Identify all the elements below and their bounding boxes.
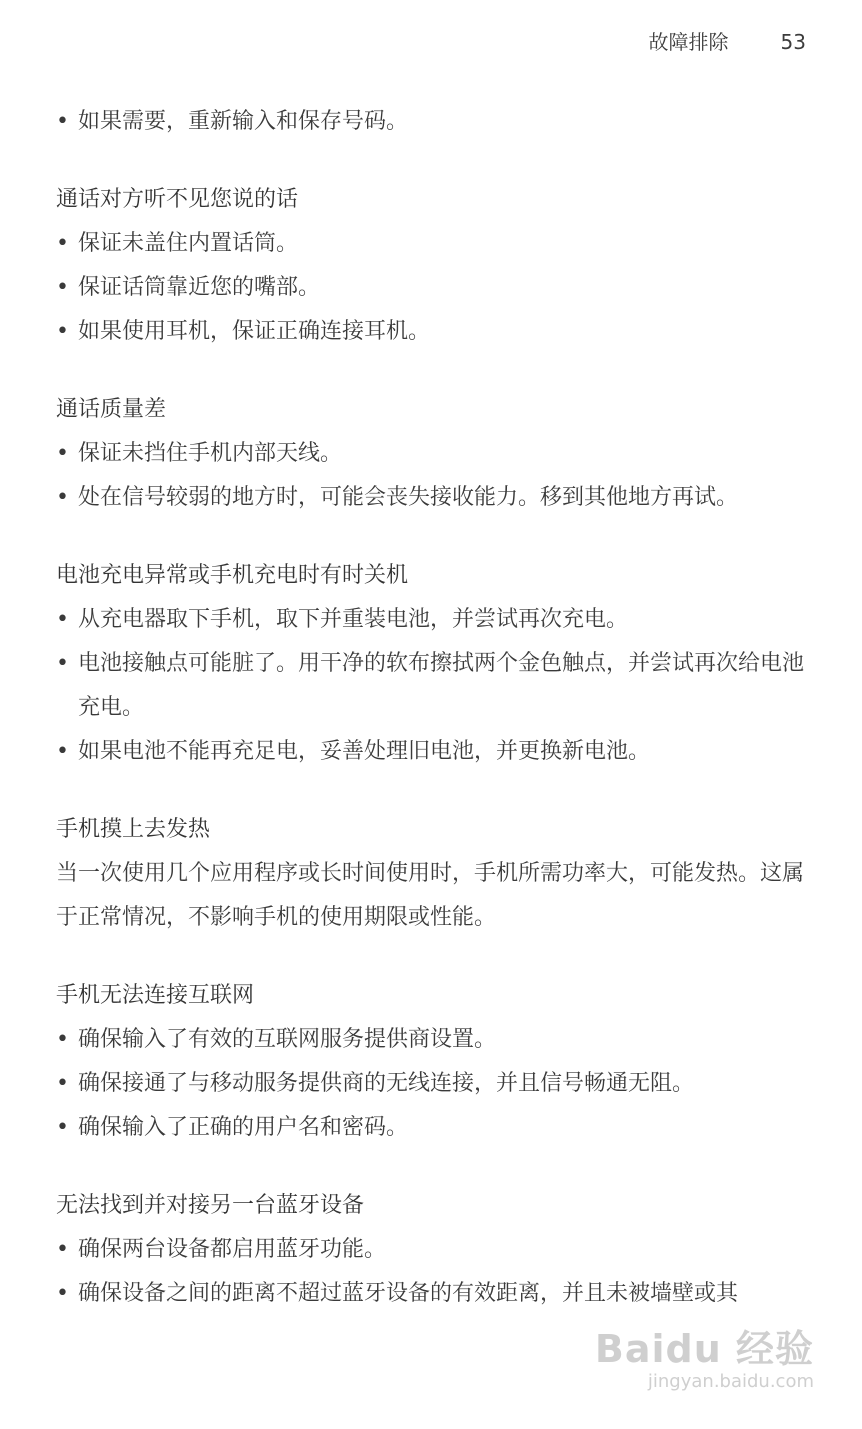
section-heading: 通话质量差 [56,397,167,422]
list-item: • 保证话筒靠近您的嘴部。 [56,266,816,310]
baidu-watermark [595,1327,814,1393]
section-paragraph: 当一次使用几个应用程序或长时间使用时，手机所需功率大，可能发热。这属于正常情况，不影响手机的使用期限或性能。 [56,861,805,930]
list-item: • 从充电器取下手机，取下并重装电池，并尝试再次充电。 [56,598,816,642]
section-heading: 通话对方听不见您说的话 [56,187,299,212]
section-heading: 电池充电异常或手机充电时有时关机 [56,563,409,588]
watermark-logo: Baidu 经验 [594,1327,814,1371]
list-item: • 如果使用耳机，保证正确连接耳机。 [56,310,816,354]
list-item: • 确保两台设备都启用蓝牙功能。 [56,1228,816,1272]
page-header [649,26,806,55]
section-heading: 无法找到并对接另一台蓝牙设备 [56,1193,365,1218]
watermark-url: jingyan.baidu.com [647,1371,814,1392]
list-item: • 如果电池不能再充足电，妥善处理旧电池，并更换新电池。 [56,730,816,774]
list-item: • 电池接触点可能脏了。用干净的软布擦拭两个金色触点，并尝试再次给电池充电。 [56,642,816,730]
section-heading: 手机摸上去发热 [56,817,211,842]
header-section-name: 故障排除 [648,30,729,54]
list-item: • 确保设备之间的距离不超过蓝牙设备的有效距离，并且未被墙壁或其 [56,1272,816,1316]
list-item: • 如果需要，重新输入和保存号码。 [56,100,816,144]
page-number: 53 [780,30,806,54]
list-item: • 确保输入了正确的用户名和密码。 [56,1106,816,1150]
section-heading: 手机无法连接互联网 [56,983,255,1008]
document-body [56,100,816,1316]
list-item: • 确保输入了有效的互联网服务提供商设置。 [56,1018,816,1062]
list-item: • 保证未挡住手机内部天线。 [56,432,816,476]
list-item: • 确保接通了与移动服务提供商的无线连接，并且信号畅通无阻。 [56,1062,816,1106]
list-item: • 处在信号较弱的地方时，可能会丧失接收能力。移到其他地方再试。 [56,476,816,520]
list-item: • 保证未盖住内置话筒。 [56,222,816,266]
